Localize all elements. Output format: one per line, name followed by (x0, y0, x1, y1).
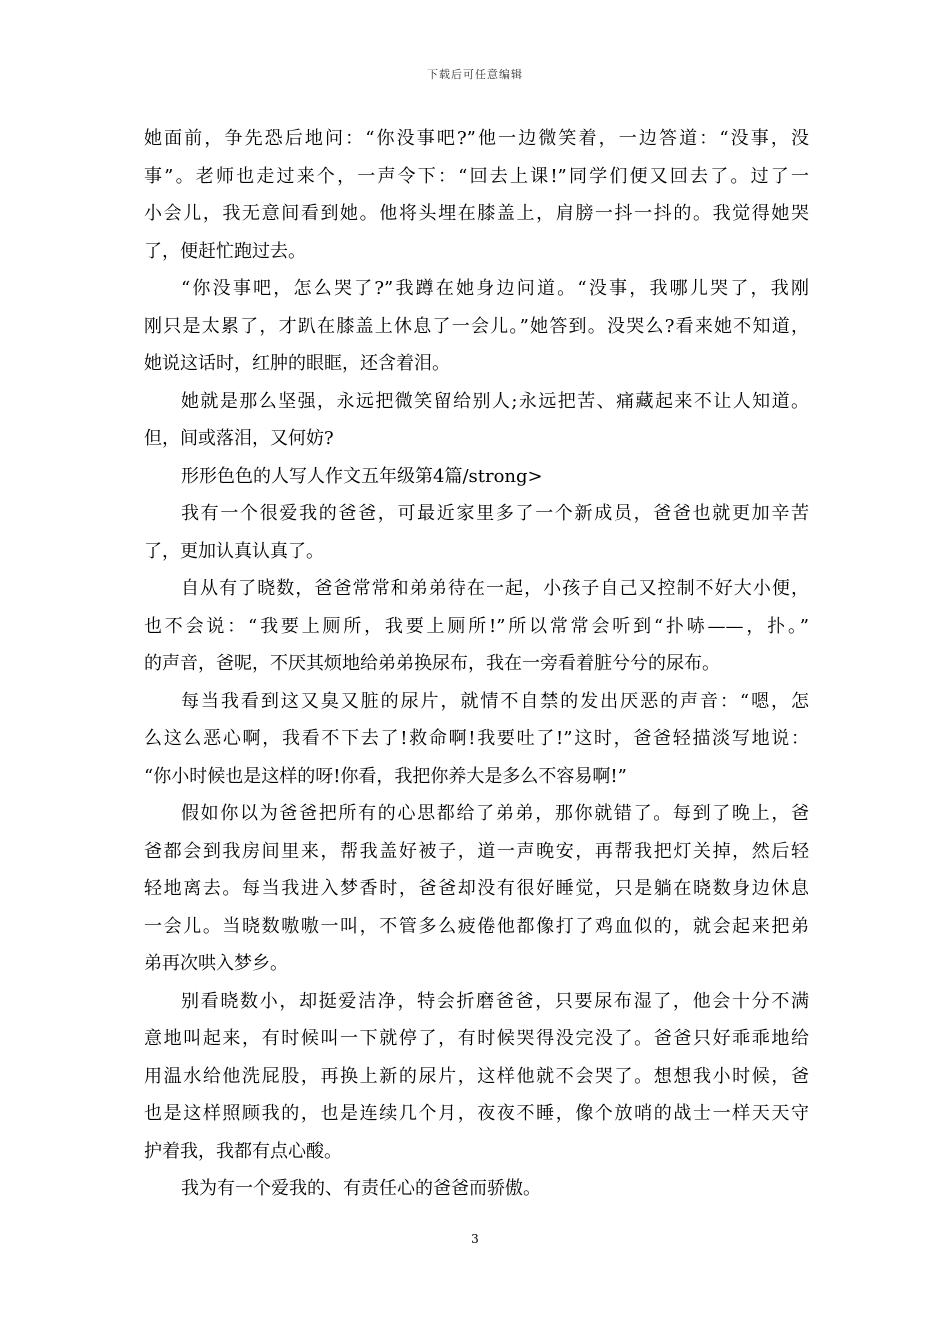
text-line: 轻地离去。每当我进入梦香时，爸爸却没有很好睡觉，只是躺在晓数身边休息 (144, 878, 809, 899)
document-body (144, 120, 809, 1208)
text-line: 刚只是太累了，才趴在膝盖上休息了一会儿。”她答到。没哭么?看来她不知道， (144, 315, 809, 337)
text-line: 她面前，争先恐后地问：“你没事吧?”他一边微笑着，一边答道：“没事，没 (144, 128, 809, 149)
text-line: 事”。老师也走过来个，一声令下：“回去上课!”同学们便又回去了。过了一 (144, 165, 809, 187)
text-line: “你没事吧，怎么哭了?”我蹲在她身边问道。“没事，我哪儿哭了，我刚 (181, 278, 809, 299)
text-line: 她就是那么坚强，永远把微笑留给别人;永远把苦、痛藏起来不让人知道。 (181, 390, 809, 412)
text-line: 护着我，我都有点心酸。 (144, 1140, 342, 1162)
text-line: 但，间或落泪，又何妨? (144, 428, 334, 449)
text-line: 意地叫起来，有时候叫一下就停了，有时候哭得没完没了。爸爸只好乖乖地给 (144, 1028, 809, 1049)
text-line: 自从有了晓数，爸爸常常和弟弟待在一起，小孩子自己又控制不好大小便， (181, 578, 809, 599)
text-line: 的声音，爸呢，不厌其烦地给弟弟换尿布，我在一旁看着脏兮兮的尿布。 (144, 653, 720, 674)
text-line: 了，便赶忙跑过去。 (144, 240, 306, 262)
text-line: 我为有一个爱我的、有责任心的爸爸而骄傲。 (181, 1178, 541, 1199)
text-line: 弟再次哄入梦乡。 (144, 953, 288, 974)
text-line: “你小时候也是这样的呀!你看，我把你养大是多么不容易啊!” (144, 765, 627, 787)
text-line: 小会儿，我无意间看到她。他将头埋在膝盖上，肩膀一抖一抖的。我觉得她哭 (144, 203, 809, 224)
text-line: 了，更加认真认真了。 (144, 540, 324, 562)
page-number: 3 (471, 1232, 479, 1246)
page-header: 下载后可任意编辑 (427, 68, 523, 81)
text-line: 也不会说：“我要上厕所，我要上厕所!”所以常常会听到“扑哧——，扑。” (144, 615, 809, 637)
text-line: 她说这话时，红肿的眼眶，还含着泪。 (144, 353, 450, 374)
text-line: 么这么恶心啊，我看不下去了!救命啊!我要吐了!”这时，爸爸轻描淡写地说： (144, 728, 809, 749)
text-line: 也是这样照顾我的，也是连续几个月，夜夜不睡，像个放哨的战士一样天天守 (144, 1103, 809, 1124)
text-line: 爸都会到我房间里来，帮我盖好被子，道一声晚安，再帮我把灯关掉，然后轻 (144, 840, 809, 862)
text-line: 我有一个很爱我的爸爸，可最近家里多了一个新成员，爸爸也就更加辛苦 (181, 503, 809, 524)
text-line: 每当我看到这又臭又脏的尿片，就情不自禁的发出厌恶的声音：“嗯，怎 (181, 690, 809, 712)
text-line: 用温水给他洗屁股，再换上新的尿片，这样他就不会哭了。想想我小时候，爸 (144, 1065, 809, 1087)
text-line: 一会儿。当晓数嗷嗷一叫，不管多么疲倦他都像打了鸡血似的，就会起来把弟 (144, 915, 809, 937)
text-line: 假如你以为爸爸把所有的心思都给了弟弟，那你就错了。每到了晚上，爸 (181, 803, 809, 824)
text-line: 别看晓数小，却挺爱洁净，特会折磨爸爸，只要尿布湿了，他会十分不满 (181, 990, 809, 1012)
section-heading: 形形色色的人写人作文五年级第4篇/strong> (181, 465, 543, 487)
